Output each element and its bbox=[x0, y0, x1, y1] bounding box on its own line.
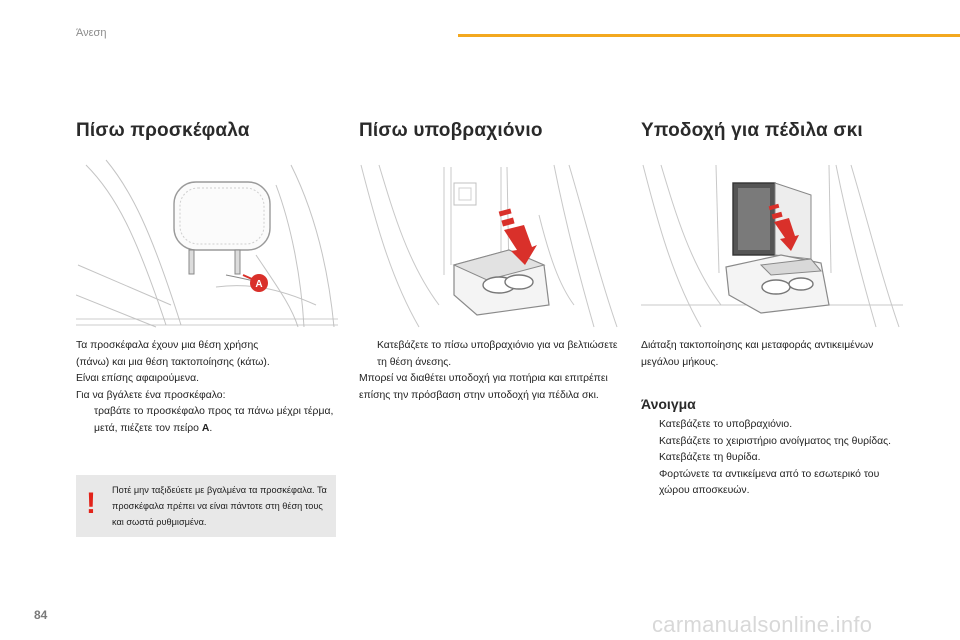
section-label: Άνεση bbox=[76, 27, 107, 39]
ski-hatch-illustration bbox=[641, 155, 903, 331]
bullet-icon bbox=[76, 404, 94, 421]
bullet-icon bbox=[641, 450, 659, 467]
list-item: τραβάτε το προσκέφαλο προς τα πάνω μέχρι τέρμα, bbox=[76, 404, 338, 421]
ski-description: Διάταξη τακτοποίησης και μεταφοράς αντικειμένων μεγάλου μήκους. bbox=[641, 340, 874, 368]
exclamation-icon: ! bbox=[86, 487, 96, 520]
list-item: Κατεβάζετε το υποβραχιόνιο. bbox=[641, 417, 903, 434]
armrest-title: Πίσω υποβραχιόνιο bbox=[359, 120, 543, 141]
armrest-section bbox=[359, 120, 627, 401]
headrests-title: Πίσω προσκέφαλα bbox=[76, 120, 250, 141]
svg-text:A: A bbox=[255, 279, 263, 290]
headrests-intro-4: Για να βγάλετε ένα προσκέφαλο: bbox=[76, 389, 226, 401]
armrest-illustration bbox=[359, 155, 621, 331]
list-item: Φορτώνετε τα αντικείμενα από το εσωτερικό του χώρου αποσκευών. bbox=[641, 467, 903, 500]
bullet-icon bbox=[641, 434, 659, 451]
headrests-intro-3: Είναι επίσης αφαιρούμενα. bbox=[76, 373, 199, 384]
page-number: 84 bbox=[34, 608, 48, 622]
callout-a-icon bbox=[250, 274, 268, 292]
ski-title: Υποδοχή για πέδιλα σκι bbox=[641, 120, 863, 141]
ski-section bbox=[641, 120, 909, 496]
bullet-icon bbox=[641, 417, 659, 434]
bullet-icon bbox=[76, 421, 94, 438]
headrests-intro-2: (πάνω) και μια θέση τακτοποίησης (κάτω). bbox=[76, 356, 270, 368]
armrest-note: Μπορεί να διαθέτει υποδοχή για ποτήρια και επιτρέπει επίσης την πρόσβαση στην υποδοχή για πέδιλα σκι. bbox=[359, 373, 608, 401]
headrests-intro-1: Τα προσκέφαλα έχουν μια θέση χρήσης bbox=[76, 340, 259, 351]
list-item: Κατεβάζετε τη θυρίδα. bbox=[641, 450, 903, 467]
header-accent-bar bbox=[458, 34, 960, 37]
list-item: μετά, πιέζετε τον πείρο A. bbox=[76, 421, 338, 438]
ski-subtitle: Άνοιγμα bbox=[641, 396, 696, 412]
watermark: carmanualsonline.info bbox=[652, 612, 873, 637]
list-item: Κατεβάζετε το χειριστήριο ανοίγματος της θυρίδας. bbox=[641, 434, 903, 451]
list-item: Κατεβάζετε το πίσω υποβραχιόνιο για να βελτιώσετε τη θέση άνεσης. bbox=[359, 338, 621, 371]
bullet-icon bbox=[641, 467, 659, 500]
headrests-section bbox=[76, 120, 344, 527]
pin-label: A bbox=[201, 422, 210, 434]
warning-text: Ποτέ μην ταξιδεύετε με βγαλμένα τα προσκέφαλα. Τα προσκέφαλα πρέπει να είναι πάντοτε στη θέση τους και σωστά ρυθμισμένα. bbox=[112, 485, 327, 527]
headrest-illustration bbox=[76, 155, 338, 331]
warning-box bbox=[76, 475, 336, 537]
bullet-icon bbox=[359, 338, 377, 371]
